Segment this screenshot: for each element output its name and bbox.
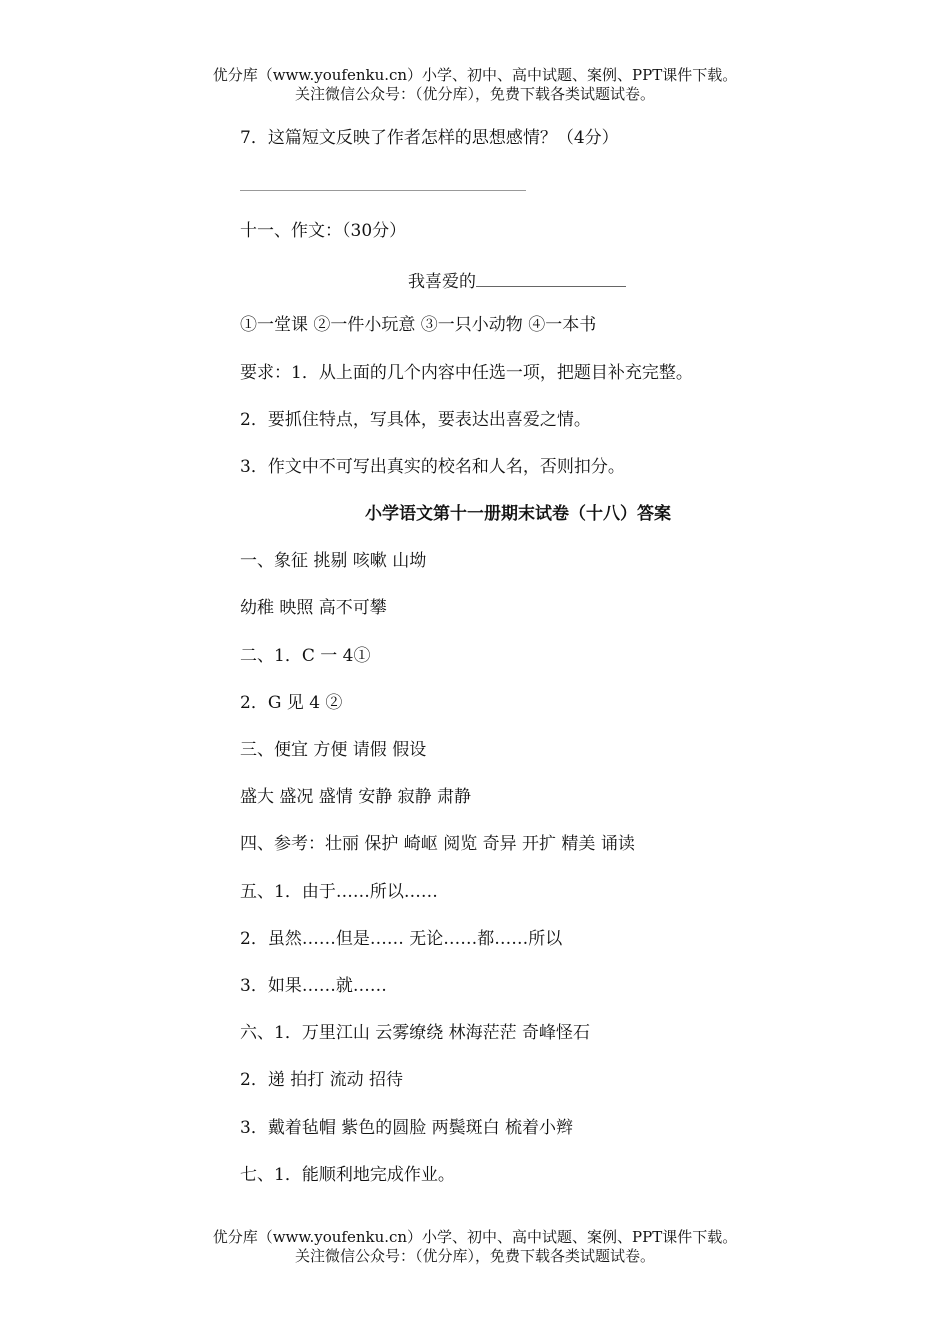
answer-line: 2．虽然……但是…… 无论……都……所以 — [240, 929, 563, 949]
answer-line: 3．戴着毡帽 紫色的圆脸 两鬓斑白 梳着小辫 — [240, 1118, 574, 1138]
answer-line: 盛大 盛况 盛情 安静 寂静 肃静 — [240, 787, 472, 807]
footer-line-1: 优分库（www.youfenku.cn）小学、初中、高中试题、案例、PPT课件下载。 — [212, 1228, 738, 1246]
answer-line: 二、1．C 一 4① — [240, 646, 371, 666]
answer-line: 七、1．能顺利地完成作业。 — [240, 1165, 455, 1185]
page-header — [0, 66, 950, 104]
essay-requirement-3: 3．作文中不可写出真实的校名和人名，否则扣分。 — [240, 457, 625, 477]
page-footer — [0, 1228, 950, 1266]
essay-topic-prefix: 我喜爱的 — [408, 272, 476, 292]
answer-line: 幼稚 映照 高不可攀 — [240, 598, 387, 618]
footer-line-2: 关注微信公众号：（优分库），免费下载各类试题试卷。 — [294, 1247, 655, 1265]
answer-line: 一、象征 挑剔 咳嗽 山坳 — [240, 551, 427, 571]
answer-line: 2．递 拍打 流动 招待 — [240, 1070, 404, 1090]
header-line-1: 优分库（www.youfenku.cn）小学、初中、高中试题、案例、PPT课件下载。 — [212, 66, 738, 84]
essay-requirement-2: 2．要抓住特点，写具体，要表达出喜爱之情。 — [240, 410, 591, 430]
answer-line: 3．如果……就…… — [240, 976, 387, 996]
answer-line: 2．G 见 4 ② — [240, 693, 343, 713]
essay-requirement-1: 要求：1．从上面的几个内容中任选一项，把题目补充完整。 — [240, 363, 693, 383]
answer-blank-line — [240, 190, 526, 191]
answer-line: 五、1．由于……所以…… — [240, 882, 438, 902]
answer-line: 四、参考：壮丽 保护 崎岖 阅览 奇异 开扩 精美 诵读 — [240, 834, 635, 854]
answer-line: 六、1．万里江山 云雾缭绕 林海茫茫 奇峰怪石 — [240, 1023, 591, 1043]
answer-line: 三、便宜 方便 请假 假设 — [240, 740, 427, 760]
answers-heading: 小学语文第十一册期末试卷（十八）答案 — [365, 504, 671, 524]
header-line-2: 关注微信公众号：（优分库），免费下载各类试题试卷。 — [294, 85, 655, 103]
essay-topic — [408, 266, 626, 294]
question-7: 7．这篇短文反映了作者怎样的思想感情？（4分） — [240, 128, 619, 148]
essay-options: ①一堂课 ②一件小玩意 ③一只小动物 ④一本书 — [240, 315, 597, 335]
essay-topic-blank — [476, 266, 626, 287]
essay-section-title: 十一、作文：（30分） — [240, 221, 407, 241]
